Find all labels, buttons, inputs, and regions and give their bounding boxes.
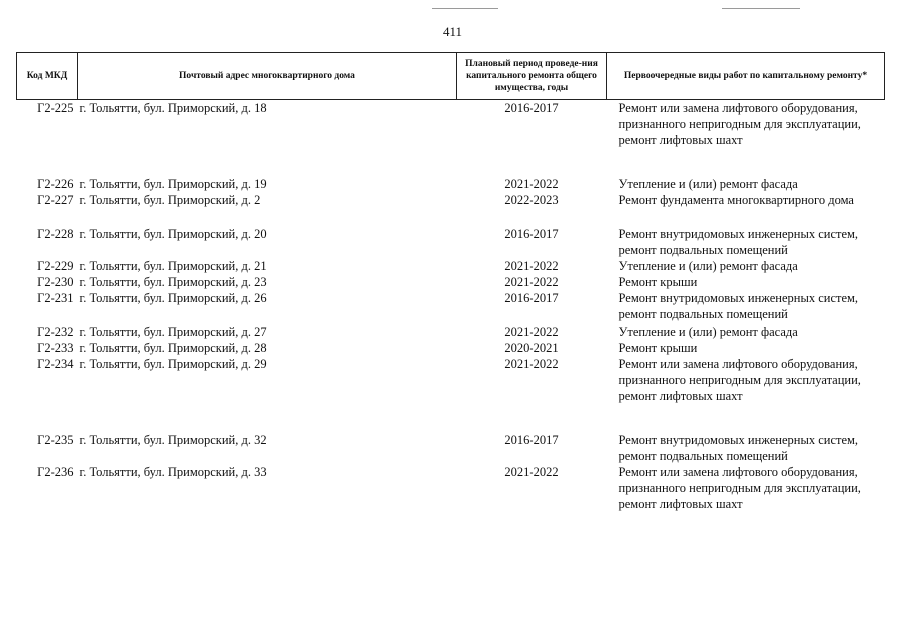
work-item: Ремонт фундамента многоквартирного дома	[618, 193, 854, 207]
work-item: Ремонт или замена лифтового оборудования,	[618, 101, 858, 115]
cell-period: 2020-2021	[504, 341, 559, 355]
cell-works	[607, 258, 885, 274]
work-item: Ремонт внутридомовых инженерных систем,	[618, 291, 859, 305]
work-item: Ремонт или замена лифтового оборудования,	[618, 357, 858, 371]
scan-mark-right	[722, 8, 800, 9]
cell-period: 2016-2017	[504, 101, 559, 115]
cell-address: г. Тольятти, бул. Приморский, д. 26	[79, 291, 267, 305]
table-header	[17, 53, 885, 100]
table-row	[17, 404, 885, 464]
table-row	[17, 192, 885, 208]
cell-code: Г2-230	[37, 275, 74, 289]
cell-works	[607, 464, 885, 512]
header-code: Код МКД	[17, 53, 78, 100]
cell-code: Г2-231	[37, 291, 74, 305]
table-row	[17, 208, 885, 258]
cell-address: г. Тольятти, бул. Приморский, д. 27	[79, 325, 267, 339]
table-row	[17, 100, 885, 149]
cell-address: г. Тольятти, бул. Приморский, д. 2	[79, 193, 261, 207]
cell-code: Г2-234	[37, 357, 74, 371]
table-row	[17, 322, 885, 340]
cell-code: Г2-232	[37, 325, 74, 339]
cell-address: г. Тольятти, бул. Приморский, д. 23	[79, 275, 267, 289]
cell-code: Г2-236	[37, 465, 74, 479]
work-item: Ремонт или замена лифтового оборудования,	[618, 465, 858, 479]
header-works: Первоочередные виды работ по капитальному ремонту*	[607, 53, 885, 100]
repair-schedule-table	[16, 52, 885, 512]
cell-address: г. Тольятти, бул. Приморский, д. 18	[79, 101, 267, 115]
cell-address: г. Тольятти, бул. Приморский, д. 32	[79, 433, 267, 447]
cell-period: 2016-2017	[504, 227, 559, 241]
cell-works	[607, 340, 885, 356]
work-item: Ремонт крыши	[618, 341, 698, 355]
work-item: Утепление и (или) ремонт фасада	[618, 325, 798, 339]
table-row	[17, 356, 885, 404]
cell-code: Г2-228	[37, 227, 74, 241]
work-item: ремонт лифтовых шахт	[618, 133, 743, 147]
work-item: ремонт подвальных помещений	[618, 449, 788, 463]
cell-period: 2021-2022	[504, 357, 559, 371]
work-item: ремонт подвальных помещений	[618, 307, 788, 321]
cell-code: Г2-225	[37, 101, 74, 115]
work-item: Ремонт крыши	[618, 275, 698, 289]
cell-works	[607, 356, 885, 404]
cell-code: Г2-227	[37, 193, 74, 207]
cell-period: 2021-2022	[504, 275, 559, 289]
cell-period: 2021-2022	[504, 325, 559, 339]
cell-period: 2021-2022	[504, 465, 559, 479]
work-item: Утепление и (или) ремонт фасада	[618, 177, 798, 191]
cell-address: г. Тольятти, бул. Приморский, д. 28	[79, 341, 267, 355]
cell-address: г. Тольятти, бул. Приморский, д. 19	[79, 177, 267, 191]
cell-period: 2016-2017	[504, 433, 559, 447]
work-item: признанного непригодным для эксплуатации,	[618, 373, 861, 387]
work-item: Ремонт внутридомовых инженерных систем,	[618, 227, 859, 241]
table-body	[17, 100, 885, 513]
header-period: Плановый период проведе-ния капитального ремонта общего имущества, годы	[457, 53, 607, 100]
cell-period: 2016-2017	[504, 291, 559, 305]
cell-code: Г2-226	[37, 177, 74, 191]
work-item: Ремонт внутридомовых инженерных систем,	[618, 433, 859, 447]
table-row	[17, 290, 885, 322]
cell-period: 2021-2022	[504, 177, 559, 191]
cell-works	[607, 274, 885, 290]
cell-period: 2021-2022	[504, 259, 559, 273]
cell-works	[607, 100, 885, 149]
work-item: ремонт лифтовых шахт	[618, 497, 743, 511]
table-row	[17, 258, 885, 274]
page-number: 411	[442, 24, 463, 39]
cell-address: г. Тольятти, бул. Приморский, д. 33	[79, 465, 267, 479]
cell-code: Г2-233	[37, 341, 74, 355]
table-row	[17, 464, 885, 512]
scan-mark-left	[432, 8, 498, 9]
header-address: Почтовый адрес многоквартирного дома	[78, 53, 457, 100]
cell-address: г. Тольятти, бул. Приморский, д. 21	[79, 259, 267, 273]
cell-works	[607, 208, 885, 258]
table-row	[17, 274, 885, 290]
table-row	[17, 148, 885, 192]
cell-code: Г2-229	[37, 259, 74, 273]
work-item: признанного непригодным для эксплуатации,	[618, 117, 861, 131]
cell-period: 2022-2023	[504, 193, 559, 207]
cell-works	[607, 192, 885, 208]
header-row	[17, 53, 885, 100]
work-item: Утепление и (или) ремонт фасада	[618, 259, 798, 273]
cell-works	[607, 322, 885, 340]
cell-works	[607, 148, 885, 192]
cell-address: г. Тольятти, бул. Приморский, д. 29	[79, 357, 267, 371]
cell-address: г. Тольятти, бул. Приморский, д. 20	[79, 227, 267, 241]
capital-repair-table	[16, 52, 884, 512]
work-item: ремонт подвальных помещений	[618, 243, 788, 257]
cell-code: Г2-235	[37, 433, 74, 447]
work-item: ремонт лифтовых шахт	[618, 389, 743, 403]
work-item: признанного непригодным для эксплуатации,	[618, 481, 861, 495]
cell-works	[607, 290, 885, 322]
table-row	[17, 340, 885, 356]
cell-works	[607, 404, 885, 464]
